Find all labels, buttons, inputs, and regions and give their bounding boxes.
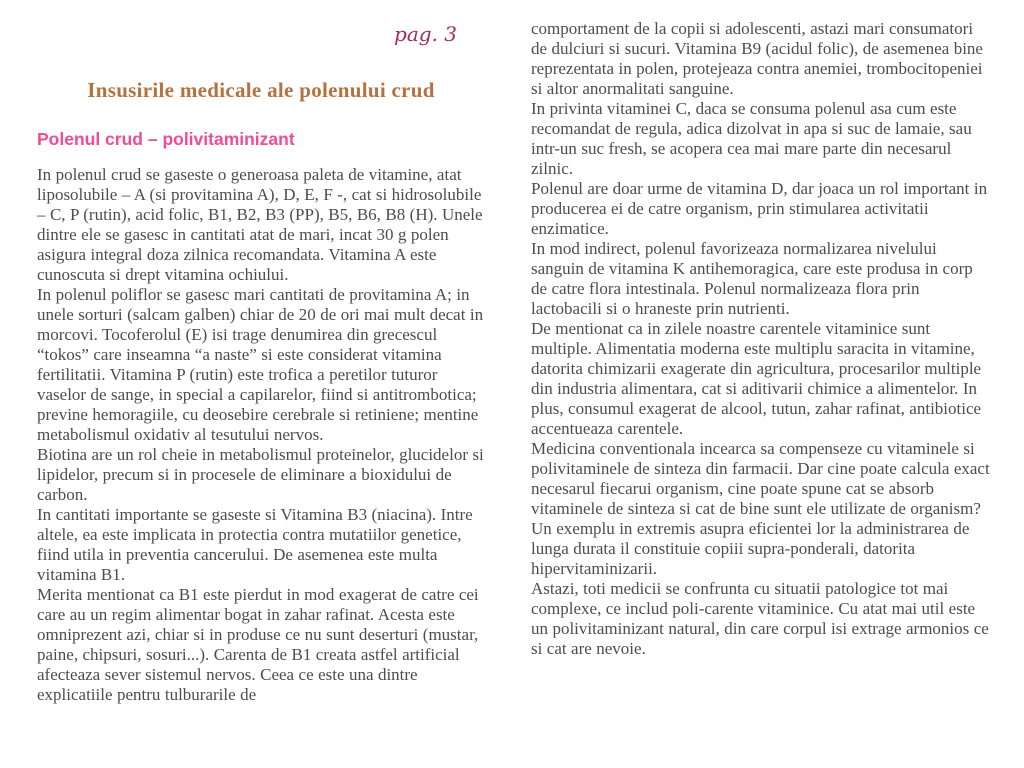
paragraph: In mod indirect, polenul favorizeaza normalizarea nivelului sanguin de vitamina K antihemoragica, care este produsa in corp de catre flora intestinala. Polenul normalizeaza flora prin lactobacili si o hraneste prin nutrienti. xyxy=(531,239,973,318)
paragraph: Merita mentionat ca B1 este pierdut in mod exagerat de catre cei care au un regim alimentar bogat in zahar rafinat. Acesta este omniprezent azi, chiar si in produse ce nu sunt deserturi (mustar, paine, chipsuri, sosuri...). Carenta de B1 creata astfel artificial afecteaza sever sistemul nervos. Ceea ce este una dintre explicatiile pentru tulburarile de xyxy=(37,585,479,704)
page-number: pag. 3 xyxy=(394,22,457,46)
left-column-body xyxy=(37,165,485,705)
page-title: Insusirile medicale ale polenului crud xyxy=(87,78,435,102)
paragraph: In cantitati importante se gaseste si Vitamina B3 (niacina). Intre altele, ea este implicata in protectia contra mutatiilor genetice, fiind utila in preventia cancerului. De asemenea este multa vitamina B1. xyxy=(37,505,473,584)
paragraph: In polenul crud se gaseste o generoasa paleta de vitamine, atat liposolubile – A (si provitamina A), D, E, F -, cat si hidrosolubile – C, P (rutin), acid folic, B1, B2, B3 (PP), B5, B6, B8 (H). Unele dintre ele se gasesc in cantitati atat de mari, incat 30 g polen asigura integral doza zilnica recomandata. Vitamina A este cunoscuta si drept vitamina ochiului. xyxy=(37,165,483,284)
paragraph: In privinta vitaminei C, daca se consuma polenul asa cum este recomandat de regula, adica dizolvat in apa si suc de lamaie, sau intr-un suc fresh, se acopera cea mai mare parte din necesarul zilnic. xyxy=(531,99,972,178)
section-heading: Polenul crud – polivitaminizant xyxy=(37,129,295,149)
right-column xyxy=(531,0,991,659)
left-column xyxy=(37,0,485,705)
paragraph: De mentionat ca in zilele noastre carentele vitaminice sunt multiple. Alimentatia moderna este multiplu saracita in vitamine, datorita chimizarii exagerate din agricultura, procesarilor multiple din industria alimentara, cat si aditivarii chimice a alimentelor. In plus, consumul exagerat de alcool, tutun, zahar rafinat, antibiotice accentueaza carentele. xyxy=(531,319,982,438)
paragraph: Medicina conventionala incearca sa compenseze cu vitaminele si polivitaminele de sinteza din farmacii. Dar cine poate calcula exact necesarul fiecarui organism, cine poate spune cat se absorb vitaminele de sinteza si cat de bine sunt ele utilizate de organism? Un exemplu in extremis asupra eficientei lor la administrarea de lunga durata il constituie copiii supra-ponderali, datorita hipervitaminizarii. xyxy=(531,439,990,578)
paragraph: In polenul poliflor se gasesc mari cantitati de provitamina A; in unele sorturi (salcam galben) chiar de 20 de ori mai mult decat in morcovi. Tocoferolul (E) isi trage denumirea din grecescul “tokos” care inseamna “a naste” si este considerat vitamina fertilitatii. Vitamina P (rutin) este trofica a peretilor tuturor vaselor de sange, in special a capilarelor, fiind si antitrombotica; previne hemoragiile, cu deosebire cerebrale si retiniene; mentine metabolismul oxidativ al tesutului nervos. xyxy=(37,285,484,444)
paragraph: Biotina are un rol cheie in metabolismul proteinelor, glucidelor si lipidelor, precum si in procesele de eliminare a bioxidului de carbon. xyxy=(37,445,484,504)
paragraph: Astazi, toti medicii se confrunta cu situatii patologice tot mai complexe, ce includ poli-carente vitaminice. Cu atat mai util este un polivitaminizant natural, din care corpul isi extrage armonios ce si cat are nevoie. xyxy=(531,579,989,658)
paragraph: Polenul are doar urme de vitamina D, dar joaca un rol important in producerea ei de catre organism, prin stimularea activitatii enzimatice. xyxy=(531,179,988,238)
paragraph: comportament de la copii si adolescenti, astazi mari consumatori de dulciuri si sucuri. Vitamina B9 (acidul folic), de asemenea bine reprezentata in polen, protejeaza contra anemiei, trombocitopeniei si altor anormalitati sanguine. xyxy=(531,19,983,98)
